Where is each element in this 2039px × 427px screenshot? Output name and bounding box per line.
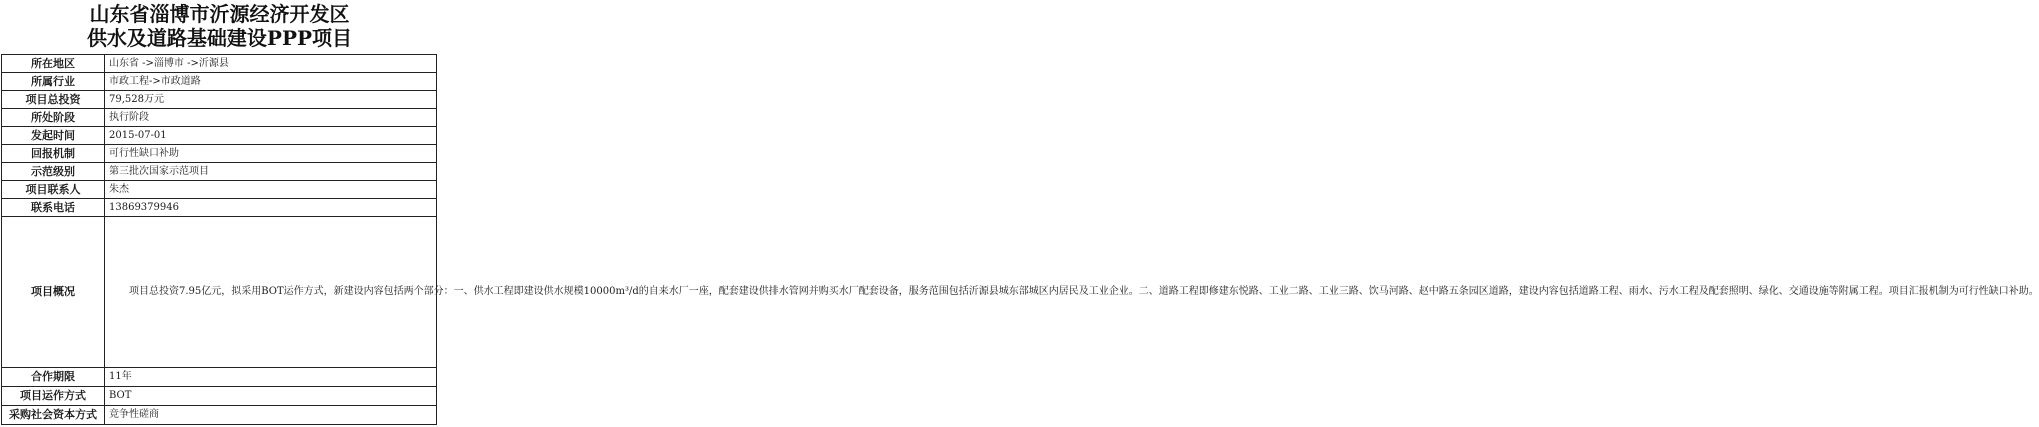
row-value: 可行性缺口补助 [105,145,437,163]
row-label: 项目联系人 [2,181,105,199]
table-row-term [2,368,437,387]
table-row-operation-mode [2,387,437,406]
table-row-contact [2,181,437,199]
table-row-procurement [2,406,437,425]
row-value: 11年 [105,368,437,387]
row-label: 联系电话 [2,199,105,217]
row-value: 山东省 ->淄博市 ->沂源县 [105,55,437,73]
document-title [0,2,439,52]
row-value: 2015-07-01 [105,127,437,145]
row-label: 示范级别 [2,163,105,181]
row-label: 项目总投资 [2,91,105,109]
row-value: BOT [105,387,437,406]
title-line-2: 供水及道路基础建设PPP项目 [86,26,353,50]
row-label: 所在地区 [2,55,105,73]
row-label: 发起时间 [2,127,105,145]
table-row-demo-level [2,163,437,181]
row-value: 市政工程->市政道路 [105,73,437,91]
row-value: 执行阶段 [105,109,437,127]
title-line-1: 山东省淄博市沂源经济开发区 [89,2,350,26]
project-info-table [1,54,2039,425]
table-row-overview [2,217,437,368]
overview-paragraph: 项目总投资7.95亿元，拟采用BOT运作方式，新建设内容包括两个部分：一、供水工程即建设供水规模10000m³/d的自来水厂一座，配套建设供排水管网并购买水厂配套设备，服务范围包括沂源县城东部城区内居民及工业企业。二、道路工程即修建东悦路、工业二路、工业三路、饮马河路、赵中路五条园区道路，建设内容包括道路工程、雨水、污水工程及配套照明、绿化、交通设施等附属工程。项目汇报机制为可行性缺口补助。 [129,286,2039,298]
row-label: 所处阶段 [2,109,105,127]
row-label: 采购社会资本方式 [2,406,105,425]
row-label: 回报机制 [2,145,105,163]
table-row-return-mechanism [2,145,437,163]
row-label: 项目概况 [2,217,105,368]
table-row-industry [2,73,437,91]
row-value: 13869379946 [105,199,437,217]
row-label: 项目运作方式 [2,387,105,406]
row-value: 竞争性磋商 [105,406,437,425]
row-value [105,217,2039,368]
table-row-start-date [2,127,437,145]
table-row-stage [2,109,437,127]
row-label: 所属行业 [2,73,105,91]
row-value: 79,528万元 [105,91,437,109]
table-row-phone [2,199,437,217]
row-label: 合作期限 [2,368,105,387]
row-value: 朱杰 [105,181,437,199]
table-row-region [2,55,437,73]
table-row-investment [2,91,437,109]
row-value: 第三批次国家示范项目 [105,163,437,181]
